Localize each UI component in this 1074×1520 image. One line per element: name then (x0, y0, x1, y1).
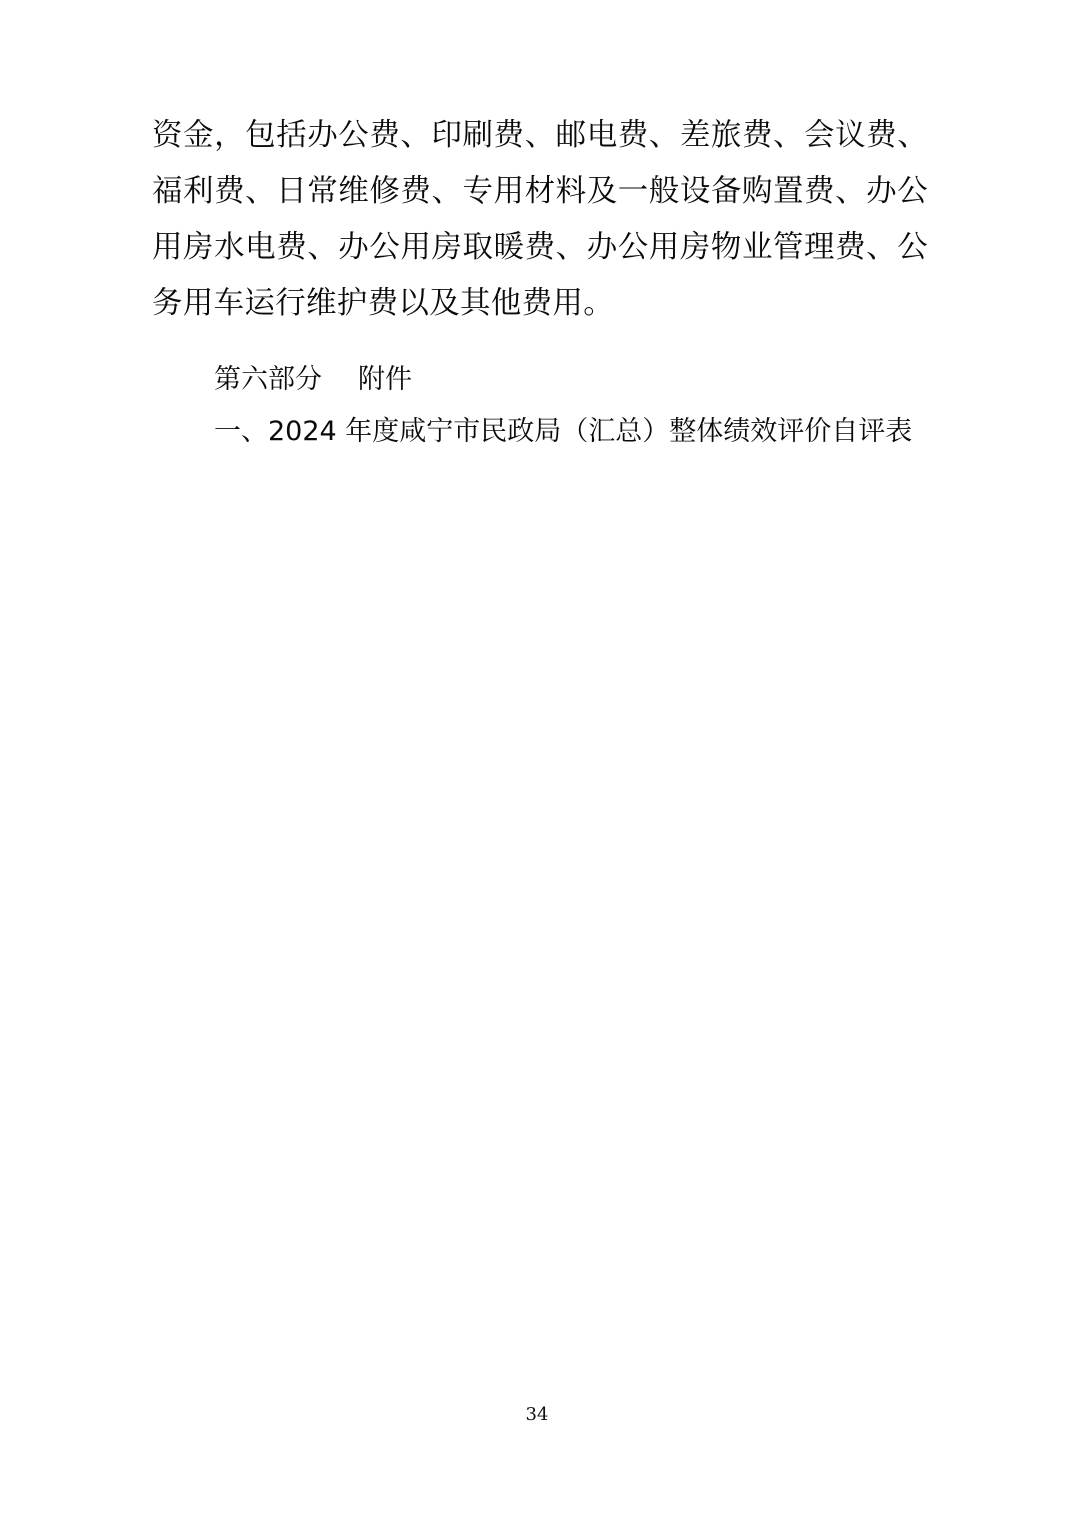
section-heading (152, 332, 928, 406)
section-heading-title: 第六部分 (214, 364, 322, 395)
body-paragraph: 资金，包括办公费、印刷费、邮电费、差旅费、会议费、福利费、日常维修费、专用材料及一般设备购置费、办公用房水电费、办公用房取暖费、办公用房物业管理费、公务用车运行维护费以及其他费用。 (152, 118, 928, 321)
attachment-list-item: 一、2024 年度咸宁市民政局（汇总）整体绩效评价自评表 (214, 416, 913, 447)
page-number: 34 (525, 1404, 549, 1425)
section-heading-suffix: 附件 (358, 364, 412, 395)
page-content (152, 108, 928, 458)
